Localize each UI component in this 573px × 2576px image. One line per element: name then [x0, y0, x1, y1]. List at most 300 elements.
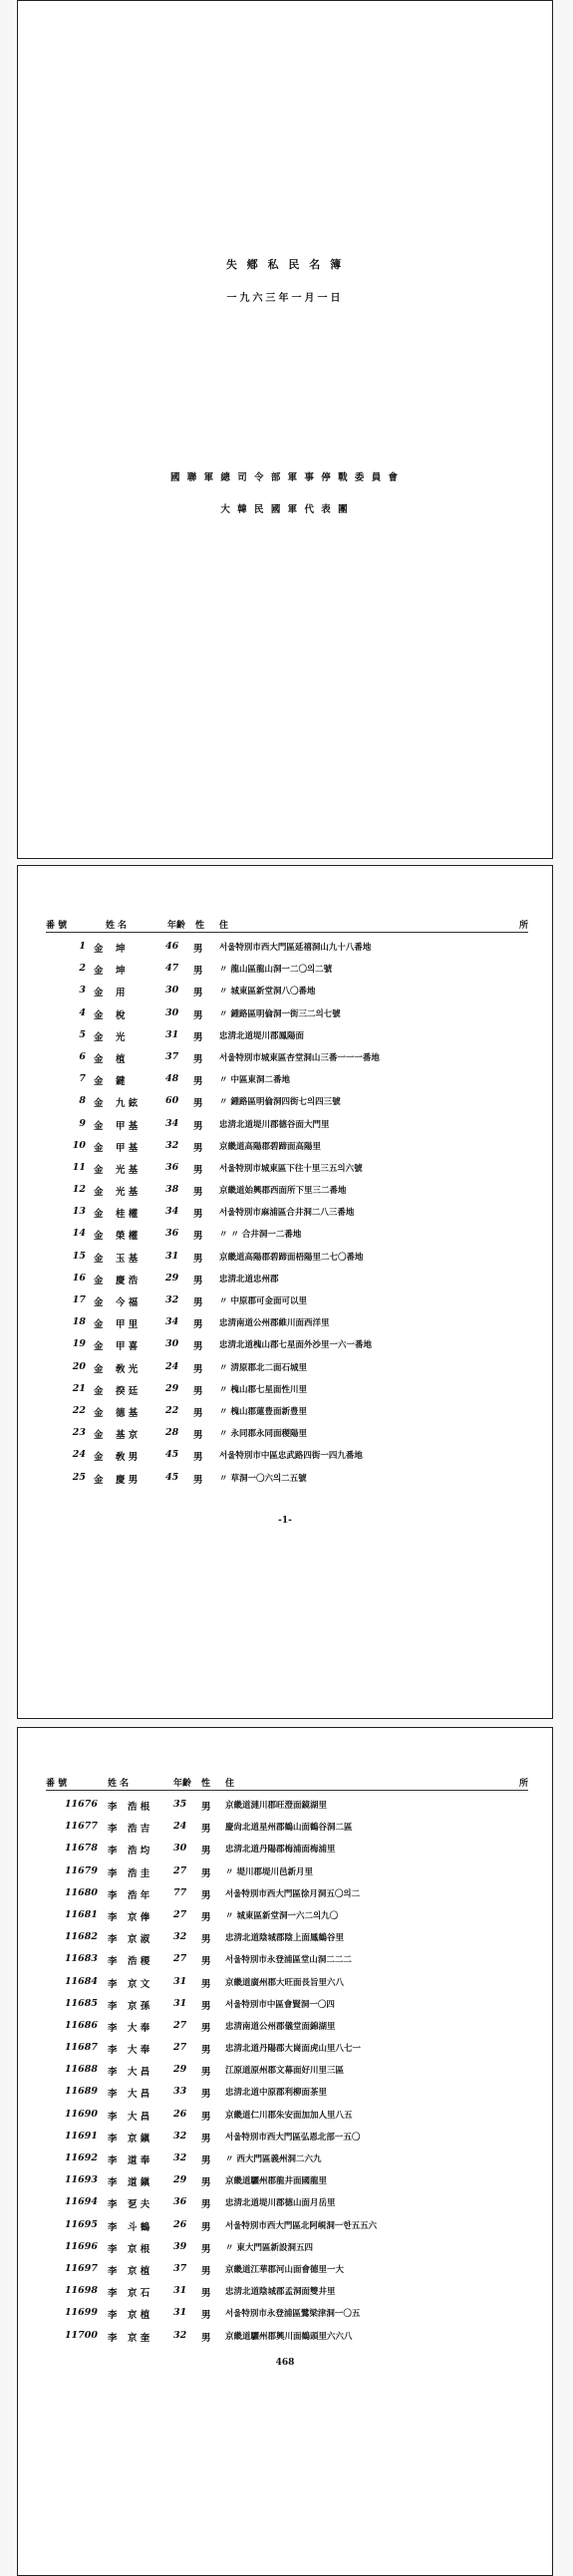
given-name: 京 奎 — [128, 2332, 150, 2344]
address: 忠淸北道中原郡利柳面茶里 — [225, 2088, 328, 2099]
sex: 男 — [193, 1385, 203, 1397]
surname: 金 — [94, 1430, 104, 1442]
sex: 男 — [201, 2310, 211, 2322]
table-row — [46, 1312, 532, 1334]
address: 京畿道廣州郡大旺面長旨里六八 — [225, 1977, 345, 1988]
age: 38 — [165, 1184, 179, 1196]
header-age: 年齡 — [167, 921, 186, 931]
surname: 李 — [108, 1802, 118, 1813]
surname: 金 — [94, 1076, 104, 1088]
table-row — [46, 1158, 532, 1180]
surname: 金 — [94, 1474, 104, 1486]
age: 37 — [173, 2262, 187, 2274]
address: 京畿道始興郡西面所下里三二番地 — [219, 1186, 347, 1197]
sex: 男 — [193, 1297, 203, 1308]
address: 〃 堤川郡堤川邑新月里 — [225, 1866, 313, 1877]
header-address-end: 所 — [518, 1779, 528, 1789]
given-name: 京 根 — [128, 2243, 150, 2255]
address: 〃 鍾路區明倫洞一街三二의七號 — [219, 1008, 341, 1019]
surname: 李 — [108, 2221, 118, 2233]
age: 31 — [165, 1250, 179, 1262]
table-row — [46, 981, 532, 1002]
entry-number: 24 — [72, 1449, 86, 1461]
table-row — [46, 1861, 532, 1883]
given-name: 京 石 — [128, 2288, 150, 2300]
table-row — [46, 1334, 532, 1356]
address: 〃 西大門區義州洞二六九 — [225, 2154, 322, 2164]
table-row — [46, 1180, 532, 1202]
list-page-1 — [17, 865, 553, 1719]
table-row — [46, 2082, 532, 2104]
sex: 男 — [201, 1956, 211, 1968]
table-row — [46, 2215, 532, 2237]
table-row — [46, 1905, 532, 1927]
age: 36 — [165, 1228, 179, 1240]
age: 27 — [173, 1908, 187, 1920]
age: 60 — [165, 1095, 179, 1107]
age: 28 — [165, 1427, 179, 1439]
table-row — [46, 2170, 532, 2192]
given-name: 玉 基 — [116, 1253, 139, 1265]
entry-number: 11696 — [64, 2240, 98, 2252]
entry-number: 11697 — [64, 2262, 98, 2274]
entry-number: 13 — [72, 1206, 86, 1218]
sex: 男 — [201, 2221, 211, 2233]
entry-number: 11691 — [64, 2130, 98, 2142]
entry-number: 11 — [72, 1161, 86, 1173]
sex: 男 — [193, 944, 203, 955]
address: 忠淸南道公州郡維川面西洋里 — [219, 1318, 330, 1329]
surname: 李 — [108, 2045, 118, 2057]
surname: 李 — [108, 2067, 118, 2079]
age: 27 — [173, 2042, 187, 2054]
given-name: 浩 稷 — [128, 1956, 150, 1968]
age: 34 — [165, 1206, 179, 1218]
given-name: 光 基 — [116, 1187, 139, 1199]
surname: 李 — [108, 1846, 118, 1858]
sex: 男 — [193, 1231, 203, 1243]
table-row — [46, 1817, 532, 1839]
entry-number: 1 — [79, 941, 86, 952]
address: 京畿道驪州郡龍井面國龍里 — [225, 2176, 328, 2187]
sex: 男 — [193, 1363, 203, 1375]
entry-number: 5 — [79, 1028, 86, 1040]
surname: 金 — [94, 1120, 104, 1132]
entry-number: 3 — [79, 985, 86, 997]
given-name: 京 淑 — [128, 1934, 150, 1946]
table-row — [46, 1423, 532, 1445]
surname: 李 — [108, 2111, 118, 2123]
table-row — [46, 1269, 532, 1290]
address: 〃 槐山郡蓮豊面新豊里 — [219, 1406, 307, 1417]
entry-number: 11686 — [64, 2019, 98, 2031]
given-name: 用 — [116, 988, 126, 1000]
surname: 李 — [108, 2332, 118, 2344]
given-name: 光 — [116, 1031, 126, 1043]
given-name: 坤 — [116, 966, 126, 978]
table-row — [46, 2038, 532, 2060]
entry-number: 11681 — [64, 1908, 98, 1920]
age: 45 — [165, 1449, 179, 1461]
address: 忠淸北道堤川郡鳳陽面 — [219, 1030, 305, 1041]
table-header — [46, 1776, 528, 1791]
age: 34 — [165, 1316, 179, 1328]
age: 29 — [165, 1382, 179, 1394]
age: 30 — [165, 1338, 179, 1350]
sex: 男 — [193, 1142, 203, 1154]
table-row — [46, 1047, 532, 1069]
table-row — [46, 1247, 532, 1269]
entry-number: 23 — [72, 1427, 86, 1439]
header-number: 番 號 — [46, 921, 68, 931]
sex: 男 — [201, 2000, 211, 2012]
given-name: 京 植 — [128, 2265, 150, 2277]
entry-number: 15 — [72, 1250, 86, 1262]
entry-number: 14 — [72, 1228, 86, 1240]
age: 29 — [165, 1272, 179, 1284]
table-row — [46, 1357, 532, 1379]
address: 서울特別市麻浦區合井洞二八三番地 — [219, 1208, 355, 1219]
table-row — [46, 2060, 532, 2082]
header-name: 姓 名 — [106, 921, 128, 931]
header-sex: 性 — [195, 921, 205, 931]
table-row — [46, 1379, 532, 1401]
surname: 金 — [94, 1053, 104, 1065]
surname: 金 — [94, 1098, 104, 1110]
sex: 男 — [201, 2177, 211, 2189]
entry-number: 20 — [72, 1360, 86, 1372]
header-number: 番 號 — [46, 1779, 68, 1789]
given-name: 大 奉 — [128, 2045, 150, 2057]
age: 36 — [173, 2196, 187, 2208]
entry-number: 11679 — [64, 1864, 98, 1876]
given-name: 大 昌 — [128, 2089, 150, 2101]
address: 忠淸北道丹陽郡梅浦面梅浦里 — [225, 1845, 336, 1856]
sex: 男 — [193, 1098, 203, 1110]
address: 京畿道漣川郡旺澄面鏡湖里 — [225, 1801, 328, 1811]
surname: 李 — [108, 2022, 118, 2034]
given-name: 大 昌 — [128, 2111, 150, 2123]
sex: 男 — [193, 988, 203, 1000]
surname: 金 — [94, 1452, 104, 1464]
surname: 李 — [108, 2155, 118, 2166]
address: 〃 〃 合井洞一二番地 — [219, 1230, 302, 1241]
sex: 男 — [193, 1275, 203, 1287]
sex: 男 — [201, 2155, 211, 2166]
page-number: 468 — [275, 2358, 295, 2368]
header-address: 住 — [225, 1779, 235, 1789]
table-row — [46, 1972, 532, 1994]
entry-number: 11683 — [64, 1953, 98, 1965]
table-row — [46, 1883, 532, 1905]
address: 江原道原州郡文幕面好川里三區 — [225, 2066, 345, 2077]
table-row — [46, 1927, 532, 1949]
header-address-end: 所 — [518, 921, 528, 931]
address: 서울特別市城東區杏堂洞山三番一一一番地 — [219, 1052, 380, 1063]
table-row — [46, 1224, 532, 1246]
surname: 李 — [108, 2243, 118, 2255]
entry-number: 10 — [72, 1139, 86, 1151]
given-name: 浩 根 — [128, 1802, 150, 1813]
age: 30 — [165, 985, 179, 997]
surname: 金 — [94, 1031, 104, 1043]
header-address: 住 — [219, 921, 229, 931]
surname: 金 — [94, 1009, 104, 1021]
sex: 男 — [201, 1911, 211, 1923]
given-name: 揆 廷 — [116, 1385, 139, 1397]
given-name: 浩 均 — [128, 1846, 150, 1858]
sex: 男 — [193, 1319, 203, 1331]
surname: 金 — [94, 1142, 104, 1154]
address: 〃 淸原郡北二面石城里 — [219, 1362, 307, 1373]
entry-number: 2 — [79, 963, 86, 975]
address: 서울特別市城東區下往十里三五의六號 — [219, 1163, 363, 1174]
address: 〃 中原郡可金面可以里 — [219, 1296, 307, 1306]
entry-number: 11685 — [64, 1997, 98, 2009]
entry-number: 21 — [72, 1382, 86, 1394]
address: 서울特別市永登浦區鷺梁津洞一〇五 — [225, 2309, 361, 2320]
table-row — [46, 1839, 532, 1860]
entry-number: 11688 — [64, 2064, 98, 2076]
address: 忠淸北道忠州郡 — [219, 1274, 279, 1285]
entry-number: 11690 — [64, 2108, 98, 2120]
sex: 男 — [201, 1846, 211, 1858]
table-row — [46, 2127, 532, 2148]
entry-number: 12 — [72, 1184, 86, 1196]
surname: 金 — [94, 1385, 104, 1397]
sex: 男 — [201, 2022, 211, 2034]
age: 24 — [165, 1360, 179, 1372]
sex: 男 — [201, 2332, 211, 2344]
entry-number: 11694 — [64, 2196, 98, 2208]
age: 26 — [173, 2108, 187, 2120]
table-row — [46, 1025, 532, 1047]
entry-number: 11678 — [64, 1843, 98, 1855]
sex: 男 — [201, 1824, 211, 1836]
surname: 金 — [94, 1319, 104, 1331]
table-row — [46, 2148, 532, 2170]
surname: 李 — [108, 1956, 118, 1968]
sex: 男 — [201, 2288, 211, 2300]
sex: 男 — [193, 1187, 203, 1199]
address: 〃 龍山區龍山洞一二〇의二號 — [219, 965, 333, 976]
age: 29 — [173, 2174, 187, 2186]
age: 77 — [173, 1886, 187, 1898]
address: 忠淸北道丹陽郡大崗面虎山里八七一 — [225, 2044, 362, 2055]
delegation-name: 大 韓 民 國 軍 代 表 團 — [220, 504, 350, 515]
sex: 男 — [193, 1452, 203, 1464]
header-age: 年齡 — [173, 1779, 192, 1789]
address: 京畿道驪州郡興川面鶴頭里六六八 — [225, 2331, 353, 2342]
given-name: 桂 權 — [116, 1209, 139, 1221]
age: 34 — [165, 1117, 179, 1129]
sex: 男 — [193, 1209, 203, 1221]
given-name: 甲 基 — [116, 1142, 139, 1154]
table-row — [46, 1795, 532, 1817]
sex: 男 — [201, 2067, 211, 2079]
sex: 男 — [201, 2111, 211, 2123]
age: 32 — [165, 1139, 179, 1151]
table-row — [46, 1949, 532, 1971]
page-number: -1- — [278, 1516, 292, 1526]
sex: 男 — [201, 1978, 211, 1990]
list-page-468 — [17, 1727, 553, 2576]
age: 47 — [165, 963, 179, 975]
sex: 男 — [193, 966, 203, 978]
given-name: 甲 里 — [116, 1319, 139, 1331]
surname: 金 — [94, 1341, 104, 1353]
sex: 男 — [201, 2265, 211, 2277]
address: 서울特別市中區忠武路四街一四九番地 — [219, 1451, 363, 1462]
given-name: 京 孫 — [128, 2000, 150, 2012]
table-row — [46, 1401, 532, 1423]
surname: 金 — [94, 1253, 104, 1265]
sex: 男 — [193, 1120, 203, 1132]
sex: 男 — [193, 1164, 203, 1176]
given-name: 九 鉉 — [116, 1098, 139, 1110]
entry-number: 11693 — [64, 2174, 98, 2186]
entry-number: 6 — [79, 1050, 86, 1062]
sex: 男 — [201, 1934, 211, 1946]
address: 〃 槐山郡七星面性川里 — [219, 1384, 307, 1395]
entry-number: 11700 — [64, 2329, 98, 2341]
entry-number: 11689 — [64, 2086, 98, 2098]
table-row — [46, 1468, 532, 1490]
address: 京畿道高陽郡碧蹄面梧陽里二七〇番地 — [219, 1252, 364, 1263]
given-name: 斗 鶴 — [128, 2221, 150, 2233]
table-row — [46, 1202, 532, 1224]
surname: 李 — [108, 2177, 118, 2189]
issuing-organization: 國 聯 軍 總 司 令 部 軍 事 停 戰 委 員 會 — [170, 472, 400, 483]
age: 32 — [165, 1294, 179, 1305]
address: 서울特別市永登浦區堂山洞二二二 — [225, 1955, 352, 1966]
address: 서울特別市西大門區徐月洞五〇의二 — [225, 1888, 361, 1899]
surname: 金 — [94, 966, 104, 978]
address: 忠淸北道陰城郡孟洞面雙井里 — [225, 2287, 336, 2298]
surname: 金 — [94, 1363, 104, 1375]
age: 36 — [165, 1161, 179, 1173]
sex: 男 — [193, 1253, 203, 1265]
entry-number: 11698 — [64, 2285, 98, 2297]
given-name: 光 基 — [116, 1164, 139, 1176]
address: 忠淸北道堤川郡德山面月岳里 — [225, 2198, 336, 2209]
entry-number: 9 — [79, 1117, 86, 1129]
address: 〃 城東區新堂洞一六二의九〇 — [225, 1910, 339, 1921]
given-name: 梲 — [116, 1009, 126, 1021]
address: 忠淸北道堤川郡德谷面大門里 — [219, 1119, 330, 1130]
header-sex: 性 — [201, 1779, 211, 1789]
address: 慶尙北道星州郡鶴山面鶴谷洞二區 — [225, 1823, 353, 1834]
given-name: 浩 圭 — [128, 1867, 150, 1879]
surname: 李 — [108, 2265, 118, 2277]
given-name: 道 鎭 — [128, 2177, 150, 2189]
sex: 男 — [201, 2133, 211, 2145]
table-row — [46, 1003, 532, 1025]
entry-number: 11676 — [64, 1799, 98, 1810]
age: 30 — [173, 1843, 187, 1855]
surname: 李 — [108, 1867, 118, 1879]
given-name: 德 基 — [116, 1407, 139, 1419]
entry-number: 11682 — [64, 1931, 98, 1943]
entry-number: 22 — [72, 1404, 86, 1416]
age: 31 — [173, 2307, 187, 2319]
age: 33 — [173, 2086, 187, 2098]
age: 22 — [165, 1404, 179, 1416]
age: 27 — [173, 1864, 187, 1876]
table-row — [46, 1136, 532, 1158]
address: 京畿道仁川郡朱安面加加人里八五 — [225, 2110, 353, 2121]
given-name: 基 京 — [116, 1430, 139, 1442]
given-name: 浩 吉 — [128, 1824, 150, 1836]
entry-number: 11684 — [64, 1975, 98, 1987]
address: 〃 東大門區新設洞五四 — [225, 2242, 313, 2253]
age: 32 — [173, 2130, 187, 2142]
address: 서울特別市西大門區延禧洞山九十八番地 — [219, 943, 372, 953]
sex: 男 — [193, 1076, 203, 1088]
table-row — [46, 2237, 532, 2259]
entry-number: 19 — [72, 1338, 86, 1350]
table-row — [46, 1290, 532, 1312]
address: 忠淸北道陰城郡陰上面鳳鶴谷里 — [225, 1933, 345, 1944]
age: 35 — [173, 1799, 187, 1810]
entry-number: 11695 — [64, 2218, 98, 2230]
age: 30 — [165, 1006, 179, 1018]
given-name: 京 俸 — [128, 1911, 150, 1923]
table-row — [46, 959, 532, 981]
age: 31 — [173, 1997, 187, 2009]
age: 46 — [165, 941, 179, 952]
given-name: 甲 喜 — [116, 1341, 139, 1353]
given-name: 植 — [116, 1053, 126, 1065]
given-name: 慶 男 — [116, 1474, 139, 1486]
entry-number: 11692 — [64, 2152, 98, 2163]
table-row — [46, 1069, 532, 1091]
surname: 李 — [108, 1934, 118, 1946]
surname: 金 — [94, 1164, 104, 1176]
surname: 金 — [94, 944, 104, 955]
sex: 男 — [201, 2243, 211, 2255]
age: 32 — [173, 2329, 187, 2341]
entry-number: 17 — [72, 1294, 86, 1305]
sex: 男 — [201, 1889, 211, 1901]
address: 서울特別市西大門區弘恩北部一五〇 — [225, 2132, 361, 2143]
sex: 男 — [193, 1009, 203, 1021]
table-row — [46, 2192, 532, 2214]
surname: 李 — [108, 2089, 118, 2101]
given-name: 大 昌 — [128, 2067, 150, 2079]
given-name: 敎 光 — [116, 1363, 139, 1375]
age: 27 — [173, 2019, 187, 2031]
sex: 男 — [201, 2045, 211, 2057]
sex: 男 — [193, 1474, 203, 1486]
address: 〃 永同郡永同面稷陽里 — [219, 1429, 307, 1440]
address: 〃 中區東洞二番地 — [219, 1075, 290, 1086]
address: 〃 草洞一〇六의二五號 — [219, 1473, 307, 1484]
entry-number: 11699 — [64, 2307, 98, 2319]
sex: 男 — [201, 1867, 211, 1879]
age: 31 — [173, 2285, 187, 2297]
address: 忠淸南道公州郡儀堂面錦湖里 — [225, 2021, 336, 2032]
age: 32 — [173, 2152, 187, 2163]
entry-number: 11677 — [64, 1821, 98, 1833]
address: 서울特別市西大門區北阿峴洞一한五五六 — [225, 2220, 378, 2231]
age: 39 — [173, 2240, 187, 2252]
given-name: 甲 基 — [116, 1120, 139, 1132]
age: 48 — [165, 1073, 179, 1085]
surname: 李 — [108, 2288, 118, 2300]
entry-number: 18 — [72, 1316, 86, 1328]
table-row — [46, 1114, 532, 1136]
